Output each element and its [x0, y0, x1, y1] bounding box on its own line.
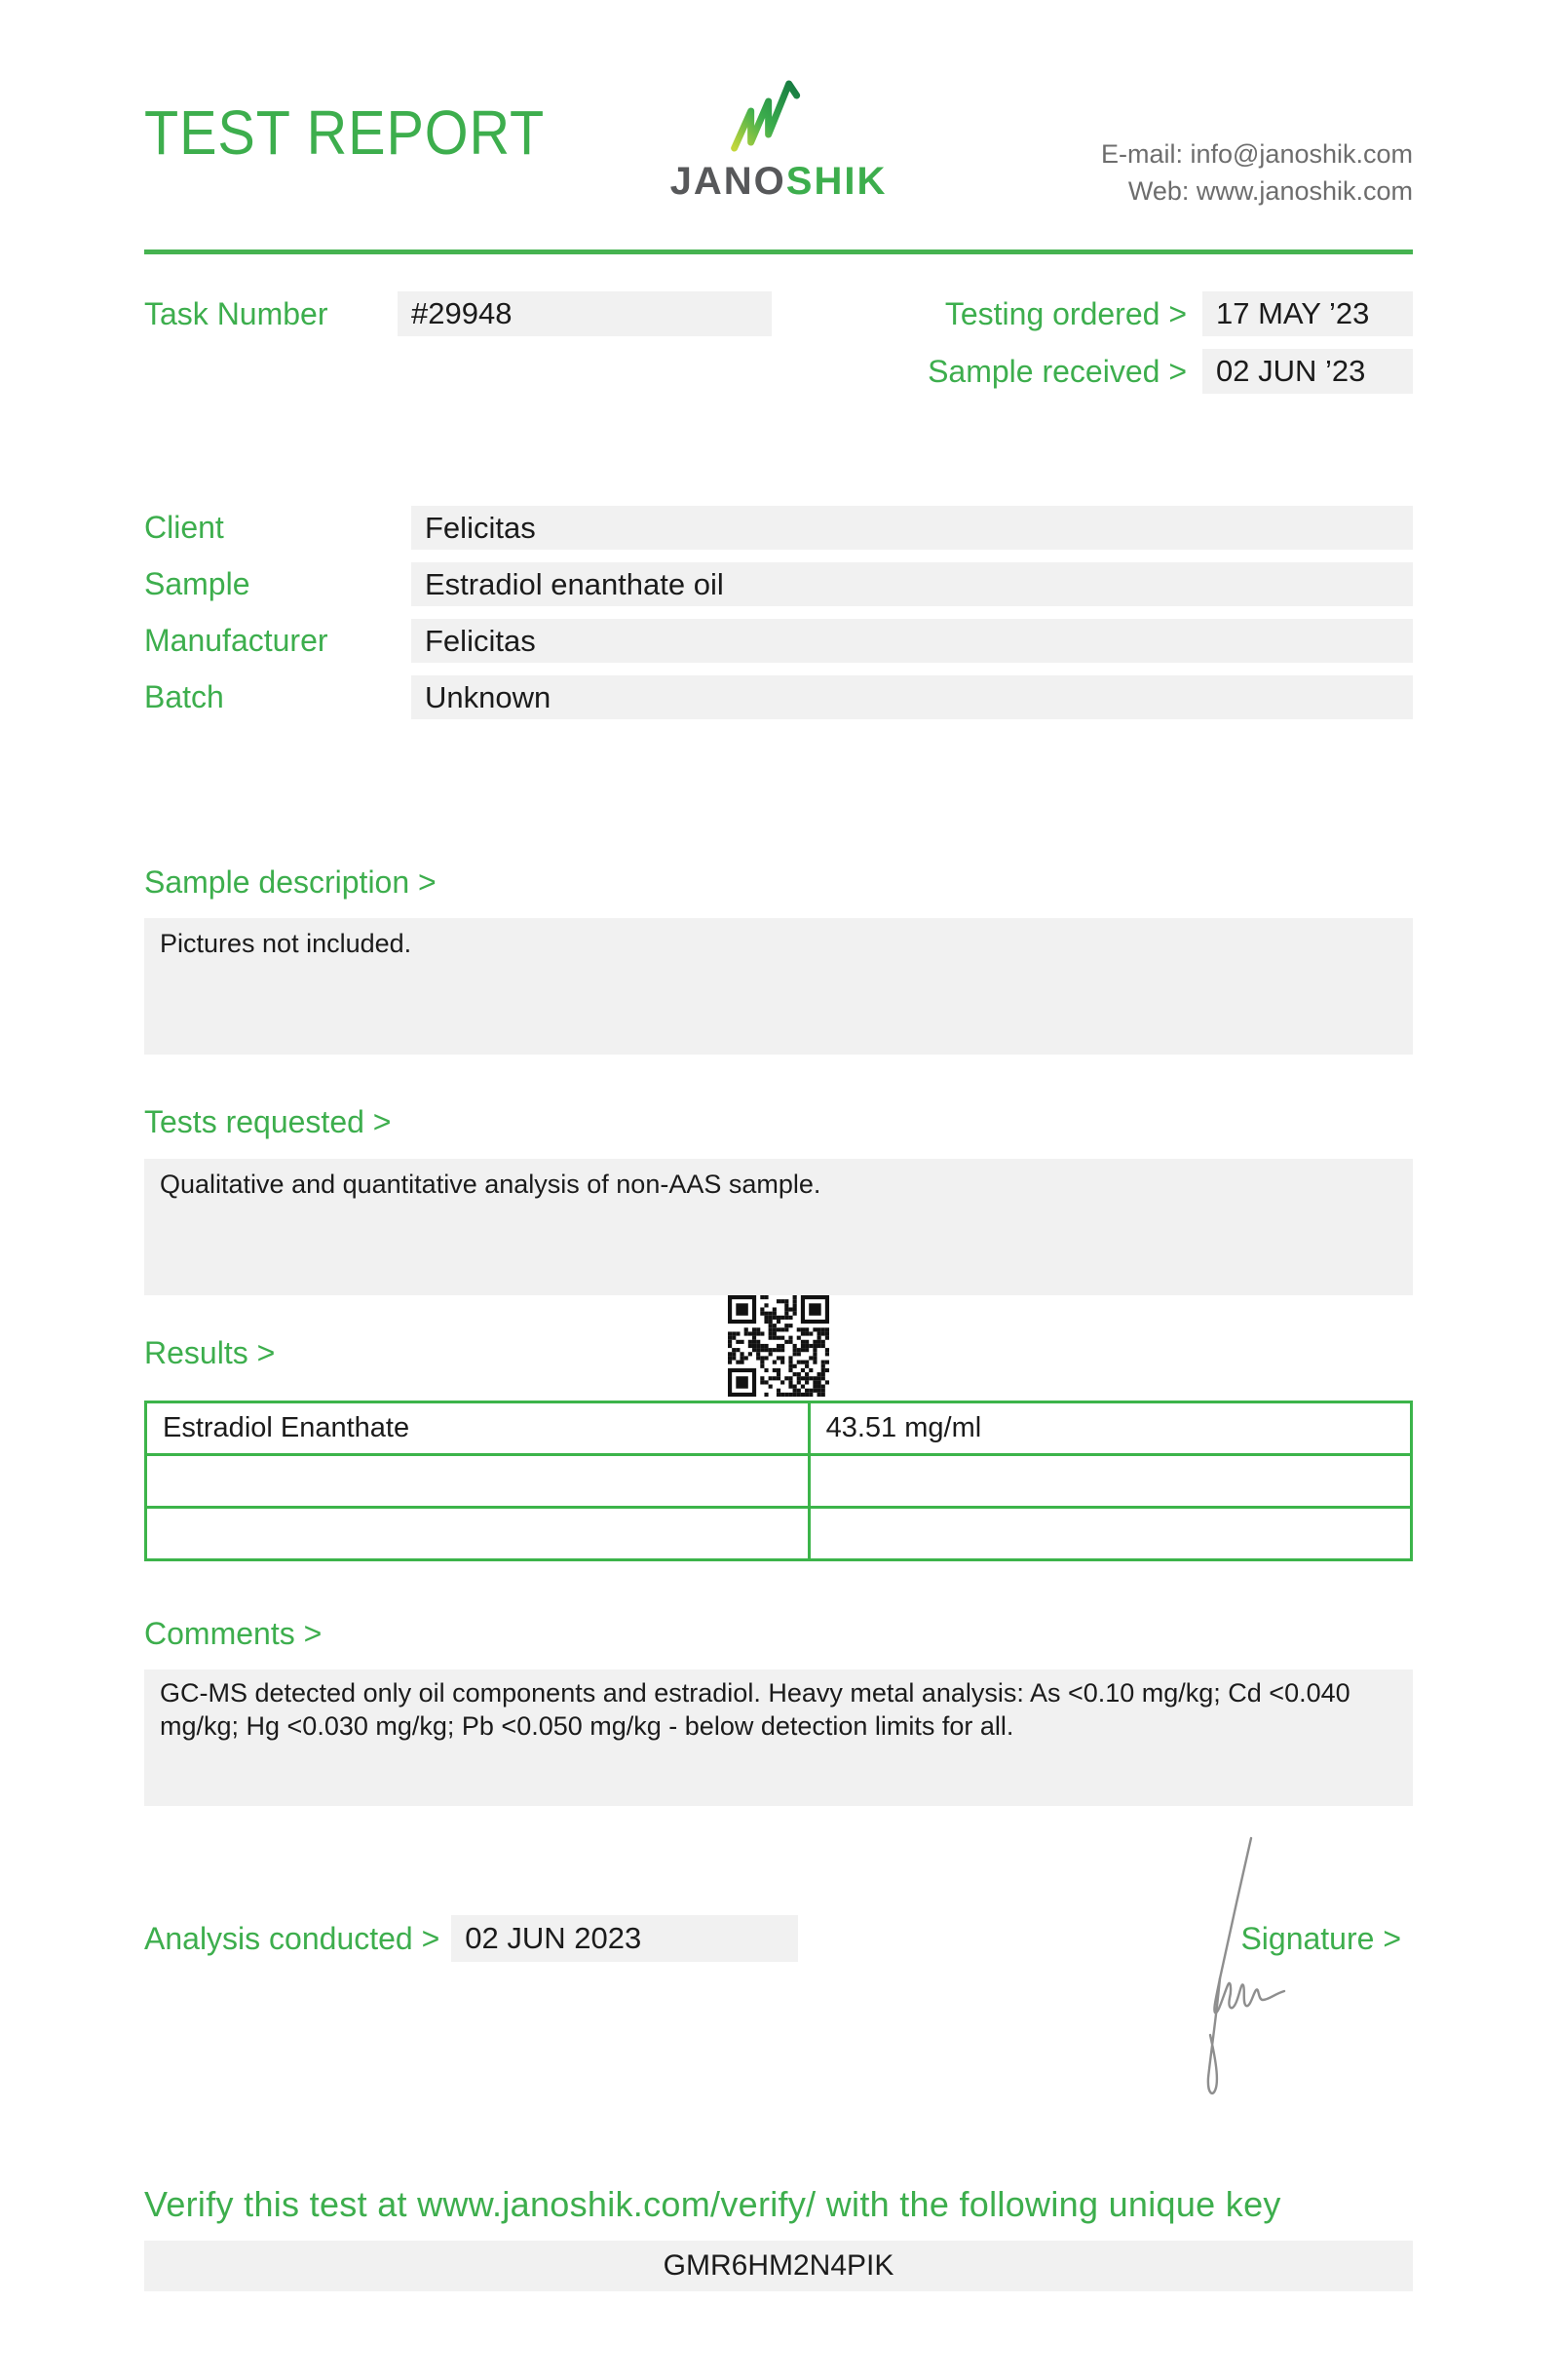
brand-name-dark: JANO	[669, 160, 786, 203]
results-table	[144, 1401, 1413, 1561]
tests-requested-heading: Tests requested >	[144, 1104, 392, 1140]
sample-info-grid	[144, 506, 1413, 719]
manufacturer-label: Manufacturer	[144, 623, 328, 658]
qr-code	[728, 1295, 829, 1397]
comments-section	[144, 1615, 1413, 1806]
dates-group	[928, 291, 1413, 394]
table-row	[146, 1507, 1412, 1559]
comments-heading: Comments >	[144, 1615, 323, 1651]
testing-ordered-value: 17 MAY ’23	[1202, 291, 1413, 336]
email-value: info@janoshik.com	[1190, 139, 1413, 169]
results-header-zone	[144, 1295, 1413, 1399]
result-analyte-cell: Estradiol Enanthate	[146, 1401, 810, 1454]
tests-requested-text: Qualitative and quantitative analysis of non-AAS sample.	[144, 1159, 1413, 1295]
table-row	[146, 1454, 1412, 1507]
task-number-group	[144, 291, 772, 336]
signature-label: Signature >	[1240, 1920, 1401, 1956]
table-row	[146, 1401, 1412, 1454]
contact-block	[1101, 136, 1413, 207]
testing-ordered-label: Testing ordered >	[944, 295, 1187, 331]
task-number-value: #29948	[398, 291, 772, 336]
results-heading: Results >	[144, 1334, 276, 1370]
task-meta-row	[144, 291, 1413, 394]
manufacturer-value: Felicitas	[411, 619, 1413, 663]
testing-ordered-row	[928, 291, 1413, 336]
unique-key-value: GMR6HM2N4PIK	[144, 2241, 1413, 2291]
sample-value: Estradiol enanthate oil	[411, 562, 1413, 606]
sample-description-section	[144, 864, 1413, 1055]
report-header	[144, 80, 1413, 207]
client-value: Felicitas	[411, 506, 1413, 550]
brand-name-green: SHIK	[785, 160, 888, 203]
result-value-cell: 43.51 mg/ml	[809, 1401, 1411, 1454]
contact-web-line	[1101, 173, 1413, 211]
contact-email-line	[1101, 136, 1413, 173]
result-analyte-cell	[146, 1507, 810, 1559]
header-divider	[144, 250, 1413, 254]
result-value-cell	[809, 1507, 1411, 1559]
web-label: Web:	[1127, 175, 1190, 206]
sample-received-label: Sample received >	[928, 353, 1187, 389]
result-analyte-cell	[146, 1454, 810, 1507]
sample-received-row	[928, 349, 1413, 394]
result-value-cell	[809, 1454, 1411, 1507]
sample-received-value: 02 JUN ’23	[1202, 349, 1413, 394]
rising-chart-icon	[725, 76, 832, 156]
analysis-conducted-label: Analysis conducted >	[144, 1920, 440, 1956]
analysis-conducted-value: 02 JUN 2023	[451, 1915, 798, 1962]
task-number-label: Task Number	[144, 295, 328, 331]
page-title: TEST REPORT	[144, 97, 546, 168]
verify-instruction: Verify this test at www.janoshik.com/verify/ with the following unique key	[144, 2184, 1281, 2225]
sample-description-heading: Sample description >	[144, 864, 437, 900]
brand-logo	[670, 76, 888, 201]
sample-description-text: Pictures not included.	[144, 918, 1413, 1055]
batch-value: Unknown	[411, 675, 1413, 719]
analysis-signature-row	[144, 1915, 1413, 1962]
email-label: E-mail:	[1100, 139, 1183, 169]
batch-label: Batch	[144, 679, 224, 714]
sample-label: Sample	[144, 566, 250, 601]
brand-name	[670, 162, 888, 201]
signature-image	[1181, 1832, 1298, 2103]
test-report-page	[0, 80, 1559, 2380]
comments-text: GC-MS detected only oil components and estradiol. Heavy metal analysis: As <0.10 mg/kg; Cd <0.040 mg/kg; Hg <0.030 mg/kg; Pb <0.050 mg/kg - below detection limits for all.	[144, 1670, 1413, 1806]
web-value: www.janoshik.com	[1196, 175, 1413, 206]
client-label: Client	[144, 510, 224, 545]
tests-requested-section	[144, 1103, 1413, 1294]
